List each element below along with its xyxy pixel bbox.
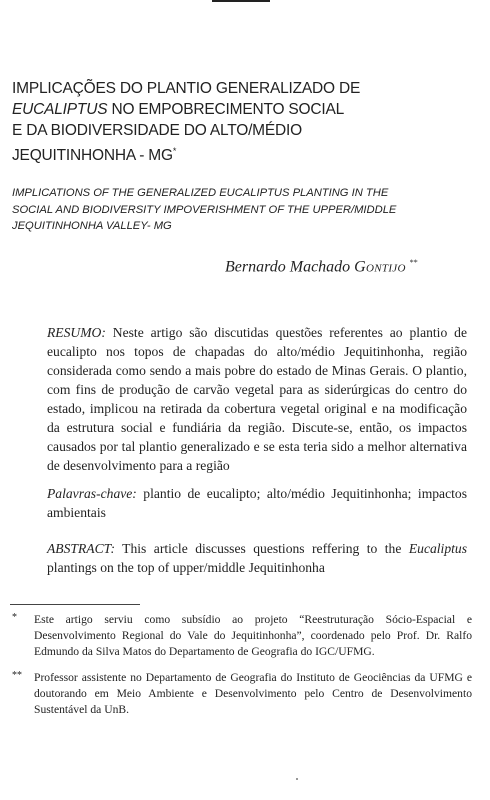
title-line-4-text: JEQUITINHONHA - MG xyxy=(12,147,173,165)
title-line-2-rest: NO EMPOBRECIMENTO SOCIAL xyxy=(107,101,345,118)
title-line-4 xyxy=(12,141,462,166)
keywords-text: plantio de eucalipto; alto/médio Jequitinhonha; impactos ambientais xyxy=(47,486,467,520)
footnotes xyxy=(12,612,472,727)
en-title-line-2: SOCIAL AND BIODIVERSITY IMPOVERISHMENT OF THE UPPER/MIDDLE xyxy=(12,203,397,216)
abstract-text: This article discusses questions reffering to the xyxy=(114,541,409,556)
abstract-label: ABSTRACT: xyxy=(47,541,115,556)
title-footnote-mark: * xyxy=(172,146,177,156)
scan-speck xyxy=(296,778,298,780)
author-given-name: Bernardo Machado xyxy=(225,258,355,276)
resumo-label: RESUMO: xyxy=(47,325,106,340)
resumo-paragraph xyxy=(47,323,467,475)
footnote-2-text: Professor assistente no Departamento de Geografia do Instituto de Geociências da UFMG e doutorando em Meio Ambiente e Desenvolvimento pelo Centro de Desenvolvimento Sustentável da UnB. xyxy=(34,670,472,717)
article-title-en xyxy=(12,185,470,235)
footnote-divider xyxy=(10,604,140,605)
footnote-1-mark: * xyxy=(12,612,17,623)
abstract-section xyxy=(47,323,467,577)
abstract-italic-word: Eucaliptus xyxy=(408,541,467,556)
title-line-3: E DA BIODIVERSIDADE DO ALTO/MÉDIO xyxy=(12,122,302,139)
article-title-pt xyxy=(12,78,462,166)
abstract-text-2: plantings on the top of upper/middle Jequitinhonha xyxy=(47,560,325,575)
en-title-line-3: JEQUITINHONHA VALLEY- MG xyxy=(12,220,172,232)
title-line-1: IMPLICAÇÕES DO PLANTIO GENERALIZADO DE xyxy=(12,80,361,97)
author-footnote-mark: ** xyxy=(409,258,418,267)
author-surname: Gontijo xyxy=(354,258,406,276)
en-title-line-1: IMPLICATIONS OF THE GENERALIZED EUCALIPTUS PLANTING IN THE xyxy=(12,187,389,199)
header-rule xyxy=(212,0,270,2)
title-italic-word: EUCALIPTUS xyxy=(12,101,108,118)
footnote-1 xyxy=(12,612,472,661)
footnote-1-text: Este artigo serviu como subsídio ao projeto “Reestruturação Sócio-Espacial e Desenvolvimento Regional do Vale do Jequitinhonha”, coordenado pelo Prof. Dr. Ralfo Edmundo da Silva Matos do Departamento de Geografia do IGC/UFMG. xyxy=(34,613,472,659)
keywords-paragraph xyxy=(47,484,467,522)
footnote-2-mark: ** xyxy=(12,669,22,681)
author-byline xyxy=(225,258,418,276)
abstract-paragraph xyxy=(47,539,467,577)
footnote-2 xyxy=(12,670,472,719)
resumo-text: Neste artigo são discutidas questões referentes ao plantio de eucalipto nos topos de chapadas do alto/médio Jequitinhonha, região considerada como sendo a mais pobre do estado de Minas Gerais. O plantio, com fins de produção de carvão vegetal para as siderúrgicas do centro do estado, implicou na retirada da cobertura vegetal original e na modificação da estrutura social e fundiária da região. Discute-se, então, os impactos causados por tal plantio generalizado e se esta teria sido a melhor alternativa de desenvolvimento para a região xyxy=(47,325,467,473)
keywords-label: Palavras-chave: xyxy=(47,486,137,501)
title-line-2 xyxy=(12,99,462,120)
